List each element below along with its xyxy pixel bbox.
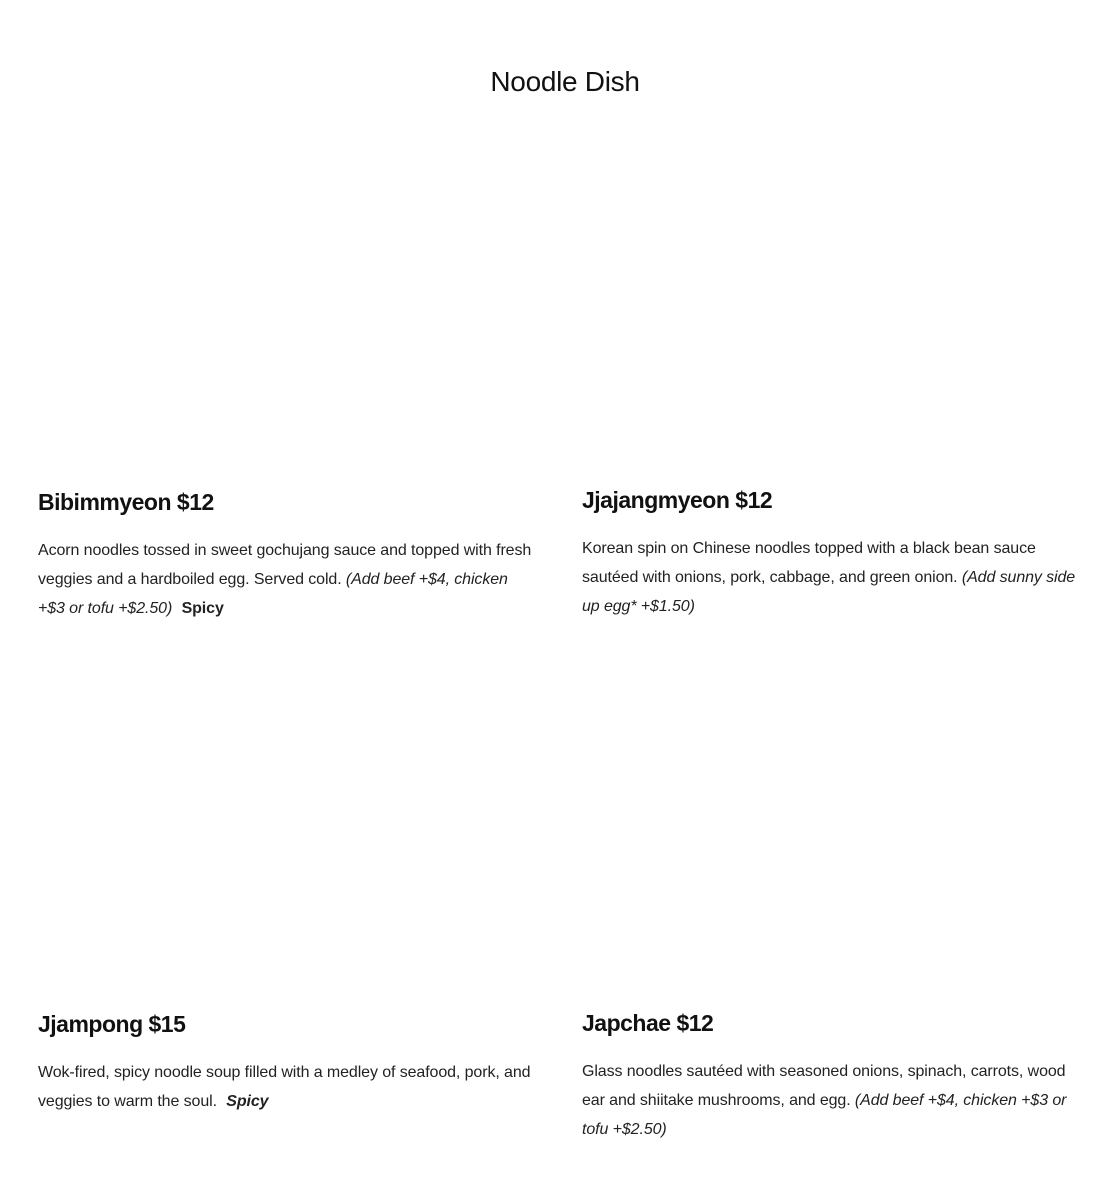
item-description (38, 1058, 538, 1116)
item-description-text: Wok-fired, spicy noodle soup filled with a medley of seafood, pork, and veggies to warm the soul. (38, 1064, 531, 1110)
item-name: Japchae $12 (582, 1010, 714, 1036)
item-description-text: Glass noodles sautéed with seasoned onions, spinach, carrots, wood ear and shiitake mushrooms, and egg. (582, 1063, 1066, 1109)
menu-item (38, 1006, 538, 1116)
item-name: Jjajangmyeon $12 (582, 487, 773, 513)
item-description (582, 1057, 1082, 1144)
menu-item (582, 482, 1082, 621)
item-name: Jjampong $15 (38, 1011, 186, 1037)
section-title: Noodle Dish (490, 66, 640, 97)
item-name: Bibimmyeon $12 (38, 489, 214, 515)
item-description (38, 536, 538, 623)
item-description (582, 534, 1082, 621)
menu-item (582, 1005, 1082, 1144)
item-description-text: Korean spin on Chinese noodles topped with a black bean sauce sautéed with onions, pork, cabbage, and green onion. (582, 540, 1036, 586)
spicy-tag: Spicy (226, 1093, 269, 1110)
item-addon: (Add sunny side up egg* +$1.50) (582, 569, 1076, 615)
item-addon: (Add beef +$4, chicken +$3 or tofu +$2.50) (38, 571, 508, 617)
spicy-tag: Spicy (181, 600, 224, 617)
menu-item (38, 484, 538, 623)
item-description-text: Acorn noodles tossed in sweet gochujang sauce and topped with fresh veggies and a hardboiled egg. Served cold. (38, 542, 532, 588)
item-addon: (Add beef +$4, chicken +$3 or tofu +$2.50) (582, 1092, 1067, 1138)
